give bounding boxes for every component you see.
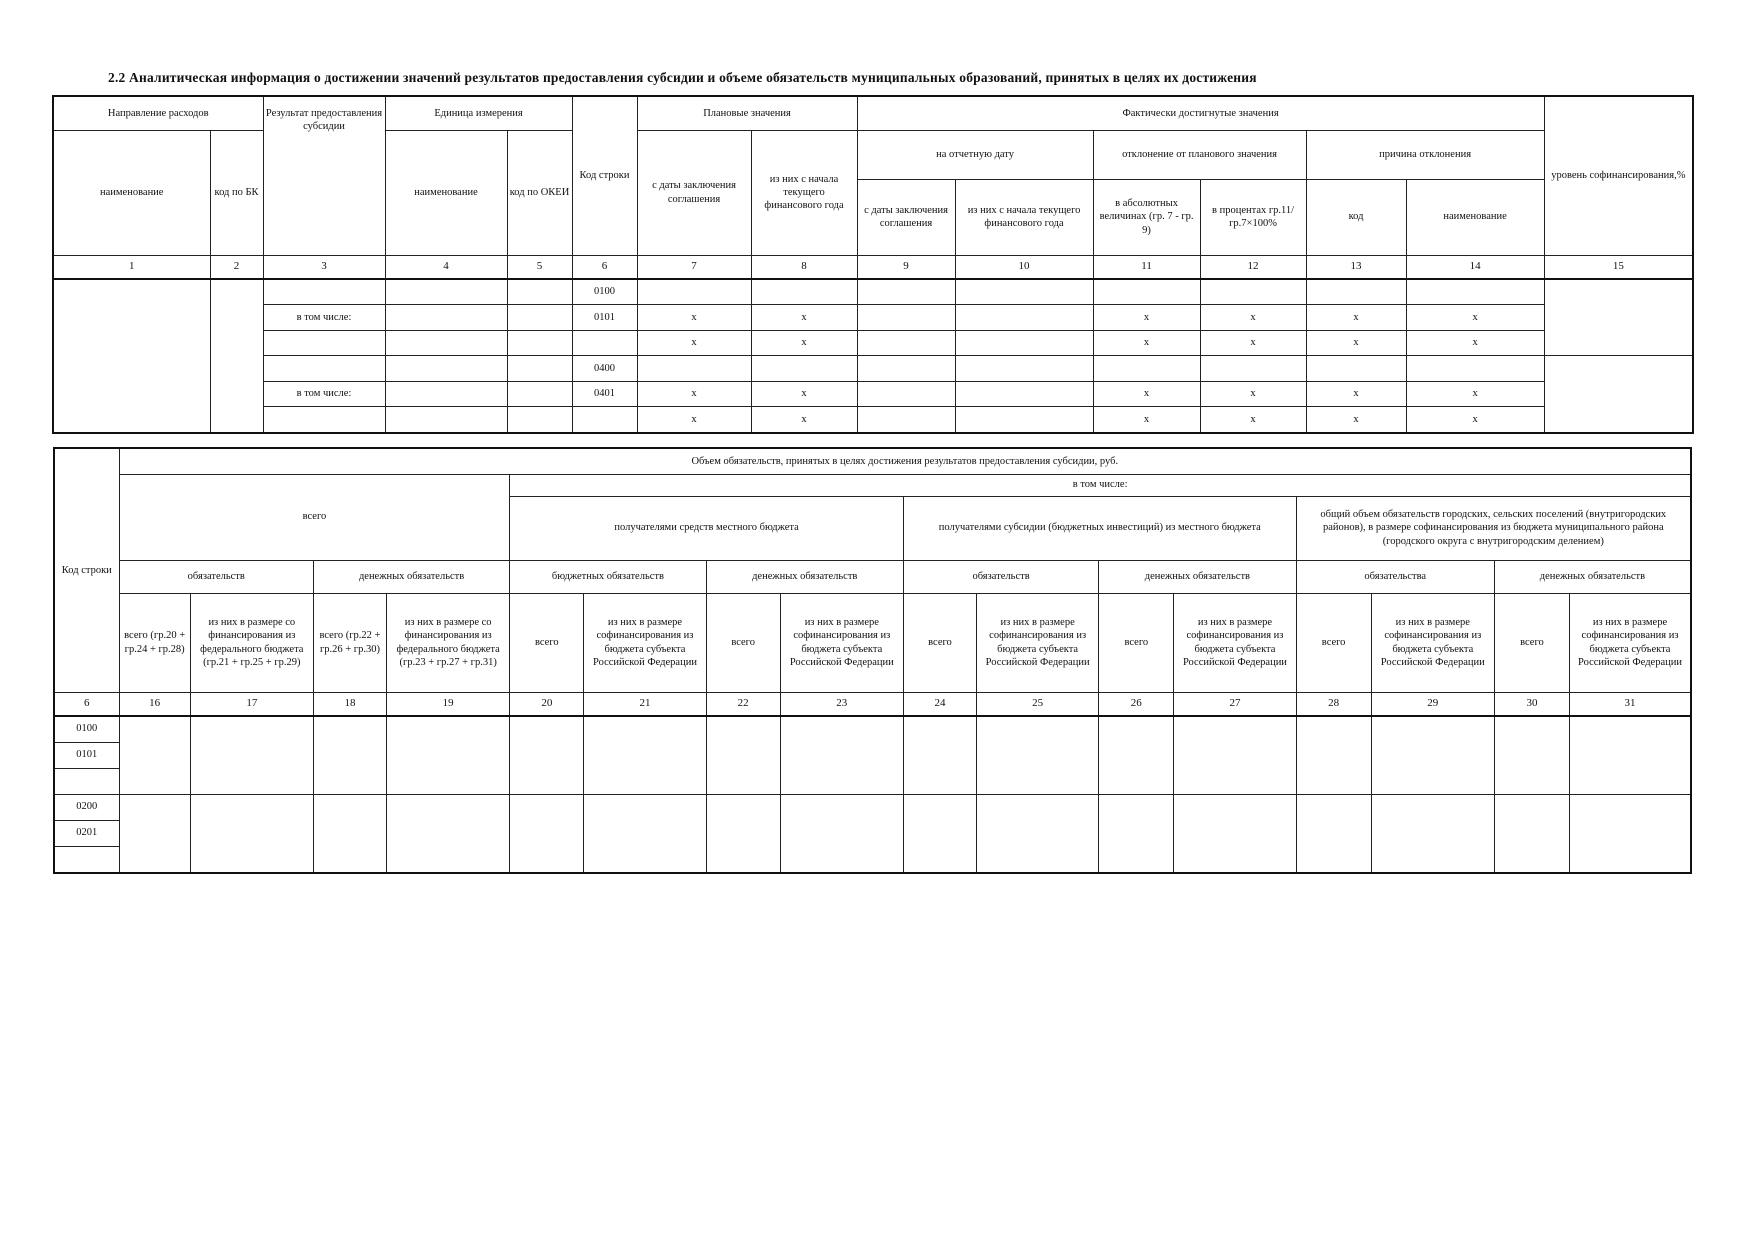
- table-cell: [857, 381, 955, 407]
- header-c19: из них в размере со финансирования из федерального бюджета (гр.23 + гр.27 + гр.31): [387, 593, 510, 692]
- table-cell-naim: [53, 279, 210, 433]
- header-prich-naim: наименование: [1406, 179, 1544, 255]
- x-mark: x: [637, 407, 751, 433]
- col-number: 2: [210, 255, 263, 279]
- header-v-tom-chisle: в том числе:: [510, 474, 1691, 496]
- x-mark: x: [751, 330, 857, 356]
- header-obyazatelstva-3: обязательства: [1296, 560, 1494, 593]
- header-c18: всего (гр.22 + гр.26 + гр.30): [313, 593, 386, 692]
- table-cell: [263, 356, 385, 382]
- x-mark: x: [1406, 330, 1544, 356]
- table-cell: [706, 716, 780, 795]
- header-result: Результат предоставления субсидии: [263, 96, 385, 255]
- header-iz-nih-sub: из них в размере софинансирования из бюджета субъекта Российской Федерации: [977, 593, 1099, 692]
- col-number: 6: [54, 692, 119, 716]
- table-cell: [955, 330, 1093, 356]
- x-mark: x: [1406, 305, 1544, 331]
- col-number: 22: [706, 692, 780, 716]
- col-number: 8: [751, 255, 857, 279]
- col-number: 9: [857, 255, 955, 279]
- col-number: 3: [263, 255, 385, 279]
- col-number: 31: [1570, 692, 1691, 716]
- header-pct: в процентах гр.11/гр.7×100%: [1200, 179, 1306, 255]
- table-cell: [54, 846, 119, 873]
- table-cell: [1093, 356, 1200, 382]
- row-code: 0101: [572, 305, 637, 331]
- col-number: 28: [1296, 692, 1371, 716]
- header-ed-naim: наименование: [385, 130, 507, 255]
- header-denezhnyh-3: денежных обязательств: [1099, 560, 1296, 593]
- table-cell: [977, 794, 1099, 873]
- header-obshiy: общий объем обязательств городских, сельских поселений (внутригородских районов), в размере софинансирования из бюджета муниципального района (городского округа с внутригородским делением): [1296, 496, 1691, 560]
- header-kod-stroki: Код строки: [572, 96, 637, 255]
- x-mark: x: [751, 407, 857, 433]
- x-mark: x: [1200, 407, 1306, 433]
- table-cell: [507, 381, 572, 407]
- header-poluch-subs: получателями субсидии (бюджетных инвестиций) из местного бюджета: [903, 496, 1296, 560]
- table-cell: [385, 356, 507, 382]
- table-cell: [1099, 794, 1174, 873]
- col-number: 6: [572, 255, 637, 279]
- table-cell: [751, 356, 857, 382]
- header-obem: Объем обязательств, принятых в целях достижения результатов предоставления субсидии, руб.: [119, 448, 1691, 474]
- header-abs: в абсолютных величинах (гр. 7 - гр. 9): [1093, 179, 1200, 255]
- table-cell: [385, 330, 507, 356]
- x-mark: x: [751, 381, 857, 407]
- table-cell: [572, 330, 637, 356]
- table-cell: [1494, 716, 1569, 795]
- col-number: 5: [507, 255, 572, 279]
- table-cell: [955, 305, 1093, 331]
- table-cell: [385, 381, 507, 407]
- table-cell: [955, 407, 1093, 433]
- table-cell: [955, 381, 1093, 407]
- table-cell: [510, 716, 584, 795]
- table-cell: [903, 716, 976, 795]
- header-budzhetnyh: бюджетных обязательств: [510, 560, 706, 593]
- table-cell: [507, 407, 572, 433]
- header-fakt-iz-nih: из них с начала текущего финансового года: [955, 179, 1093, 255]
- header-naim: наименование: [53, 130, 210, 255]
- x-mark: x: [1093, 407, 1200, 433]
- col-number: 17: [190, 692, 313, 716]
- header-iz-nih-sub: из них в размере софинансирования из бюджета субъекта Российской Федерации: [780, 593, 903, 692]
- table-cell: [1406, 279, 1544, 305]
- header-plan-iz-nih: из них с начала текущего финансового года: [751, 130, 857, 255]
- header-na-datu: на отчетную дату: [857, 130, 1093, 179]
- header-vsego: всего: [903, 593, 976, 692]
- row-code: 0400: [572, 356, 637, 382]
- table-cell: [507, 279, 572, 305]
- table-cell: [263, 407, 385, 433]
- col-number: 16: [119, 692, 190, 716]
- header-plan: Плановые значения: [637, 96, 857, 130]
- table-cell: [706, 794, 780, 873]
- table-cell: [584, 794, 706, 873]
- col-number: 1: [53, 255, 210, 279]
- row-code: 0100: [572, 279, 637, 305]
- table-cell: [572, 407, 637, 433]
- header-vsego: всего: [119, 474, 510, 560]
- table-cell: [1371, 716, 1494, 795]
- table-cell: [857, 305, 955, 331]
- col-number: 20: [510, 692, 584, 716]
- header-fakt: Фактически достигнутые значения: [857, 96, 1544, 130]
- table-cell-kod-bk: [210, 279, 263, 433]
- col-number: 11: [1093, 255, 1200, 279]
- header-vsego: всего: [1099, 593, 1174, 692]
- x-mark: x: [751, 305, 857, 331]
- header-c16: всего (гр.20 + гр.24 + гр.28): [119, 593, 190, 692]
- col-number: 23: [780, 692, 903, 716]
- table-cell: [54, 768, 119, 794]
- header-denezhnyh-2: денежных обязательств: [706, 560, 903, 593]
- x-mark: x: [1306, 330, 1406, 356]
- table-cell: [1296, 716, 1371, 795]
- header-kod: код: [1306, 179, 1406, 255]
- header-prichina: причина отклонения: [1306, 130, 1544, 179]
- table-cell: [313, 794, 386, 873]
- table-cell: [857, 279, 955, 305]
- col-number: 15: [1544, 255, 1693, 279]
- col-number: 12: [1200, 255, 1306, 279]
- table-cell: [857, 407, 955, 433]
- header-plan-c-daty: с даты заключения соглашения: [637, 130, 751, 255]
- header-denezhnyh-4: денежных обязательств: [1494, 560, 1691, 593]
- header-fakt-c-daty: с даты заключения соглашения: [857, 179, 955, 255]
- table-cell: [1174, 716, 1296, 795]
- table-cell: [507, 356, 572, 382]
- table-cell: [387, 794, 510, 873]
- table-cell: [119, 716, 190, 795]
- table-cell: [507, 305, 572, 331]
- header-poluch-mestn: получателями средств местного бюджета: [510, 496, 904, 560]
- table-cell: [385, 407, 507, 433]
- header-okei: код по ОКЕИ: [507, 130, 572, 255]
- table-cell: [119, 794, 190, 873]
- table-cell: [751, 279, 857, 305]
- header-napravlenie: Направление расходов: [53, 96, 263, 130]
- col-number: 30: [1494, 692, 1569, 716]
- header-c17: из них в размере со финансирования из федерального бюджета (гр.21 + гр.25 + гр.29): [190, 593, 313, 692]
- header-iz-nih-sub: из них в размере софинансирования из бюджета субъекта Российской Федерации: [1570, 593, 1691, 692]
- x-mark: x: [1200, 381, 1306, 407]
- table-cell: [977, 716, 1099, 795]
- x-mark: x: [1406, 381, 1544, 407]
- header-edinica: Единица измерения: [385, 96, 572, 130]
- table-cell-uroven: [1544, 356, 1693, 433]
- header-kod-stroki-2: Код строки: [54, 448, 119, 692]
- row-code: 0201: [54, 820, 119, 846]
- header-uroven: уровень софинансирования,%: [1544, 96, 1693, 255]
- x-mark: x: [637, 381, 751, 407]
- row-code: 0200: [54, 794, 119, 820]
- table-cell: [955, 356, 1093, 382]
- header-vsego: всего: [1296, 593, 1371, 692]
- table-cell: [385, 279, 507, 305]
- x-mark: x: [637, 305, 751, 331]
- x-mark: x: [1093, 305, 1200, 331]
- table-cell-uroven: [1544, 279, 1693, 356]
- table-cell: [780, 716, 903, 795]
- header-vsego: всего: [1494, 593, 1569, 692]
- table-cell: [190, 794, 313, 873]
- header-iz-nih-sub: из них в размере софинансирования из бюджета субъекта Российской Федерации: [1174, 593, 1296, 692]
- table-cell: [903, 794, 976, 873]
- section-title: 2.2 Аналитическая информация о достижении значений результатов предоставления субсидии и объеме обязательств муниципальных образований, принятых в целях их достижения: [108, 70, 1257, 85]
- v-tom-chisle-label: в том числе:: [263, 381, 385, 407]
- col-number: 19: [387, 692, 510, 716]
- header-kod-bk: код по БК: [210, 130, 263, 255]
- table-cell: [1570, 716, 1691, 795]
- table-cell: [1494, 794, 1569, 873]
- table-cell: [1093, 279, 1200, 305]
- header-denezhnyh: денежных обязательств: [313, 560, 509, 593]
- table-cell: [955, 279, 1093, 305]
- x-mark: x: [1093, 330, 1200, 356]
- header-iz-nih-sub: из них в размере софинансирования из бюджета субъекта Российской Федерации: [1371, 593, 1494, 692]
- table-cell: [1174, 794, 1296, 873]
- col-number: 26: [1099, 692, 1174, 716]
- row-code: 0101: [54, 742, 119, 768]
- table-cell: [637, 279, 751, 305]
- table-cell: [263, 330, 385, 356]
- header-obyazatelstv: обязательств: [119, 560, 313, 593]
- table-cell: [507, 330, 572, 356]
- header-otklonenie: отклонение от планового значения: [1093, 130, 1306, 179]
- row-code: 0401: [572, 381, 637, 407]
- x-mark: x: [1306, 407, 1406, 433]
- col-number: 4: [385, 255, 507, 279]
- col-number: 29: [1371, 692, 1494, 716]
- table-cell: [637, 356, 751, 382]
- v-tom-chisle-label: в том числе:: [263, 305, 385, 331]
- header-obyazatelstv-2: обязательств: [903, 560, 1098, 593]
- x-mark: x: [1200, 305, 1306, 331]
- table-cell: [857, 356, 955, 382]
- table-cell: [385, 305, 507, 331]
- col-number: 18: [313, 692, 386, 716]
- col-number: 27: [1174, 692, 1296, 716]
- table-cell: [780, 794, 903, 873]
- x-mark: x: [1200, 330, 1306, 356]
- results-table: [52, 95, 1694, 434]
- table-cell: [313, 716, 386, 795]
- table-cell: [857, 330, 955, 356]
- table-cell: [190, 716, 313, 795]
- header-iz-nih-sub: из них в размере софинансирования из бюджета субъекта Российской Федерации: [584, 593, 706, 692]
- col-number: 10: [955, 255, 1093, 279]
- x-mark: x: [1406, 407, 1544, 433]
- col-number: 13: [1306, 255, 1406, 279]
- table-cell: [1296, 794, 1371, 873]
- col-number: 14: [1406, 255, 1544, 279]
- header-vsego: всего: [510, 593, 584, 692]
- table-cell: [1406, 356, 1544, 382]
- table-cell: [1306, 356, 1406, 382]
- obligations-table: [53, 447, 1692, 874]
- table-cell: [1306, 279, 1406, 305]
- table-cell: [1200, 279, 1306, 305]
- table-cell: [1099, 716, 1174, 795]
- row-code: 0100: [54, 716, 119, 743]
- x-mark: x: [637, 330, 751, 356]
- table-cell: [510, 794, 584, 873]
- table-cell: [1200, 356, 1306, 382]
- x-mark: x: [1306, 305, 1406, 331]
- table-cell: [387, 716, 510, 795]
- table-cell: [1371, 794, 1494, 873]
- col-number: 24: [903, 692, 976, 716]
- x-mark: x: [1093, 381, 1200, 407]
- col-number: 25: [977, 692, 1099, 716]
- header-vsego: всего: [706, 593, 780, 692]
- table-cell: [263, 279, 385, 305]
- col-number: 7: [637, 255, 751, 279]
- table-cell: [1570, 794, 1691, 873]
- table-cell: [584, 716, 706, 795]
- col-number: 21: [584, 692, 706, 716]
- x-mark: x: [1306, 381, 1406, 407]
